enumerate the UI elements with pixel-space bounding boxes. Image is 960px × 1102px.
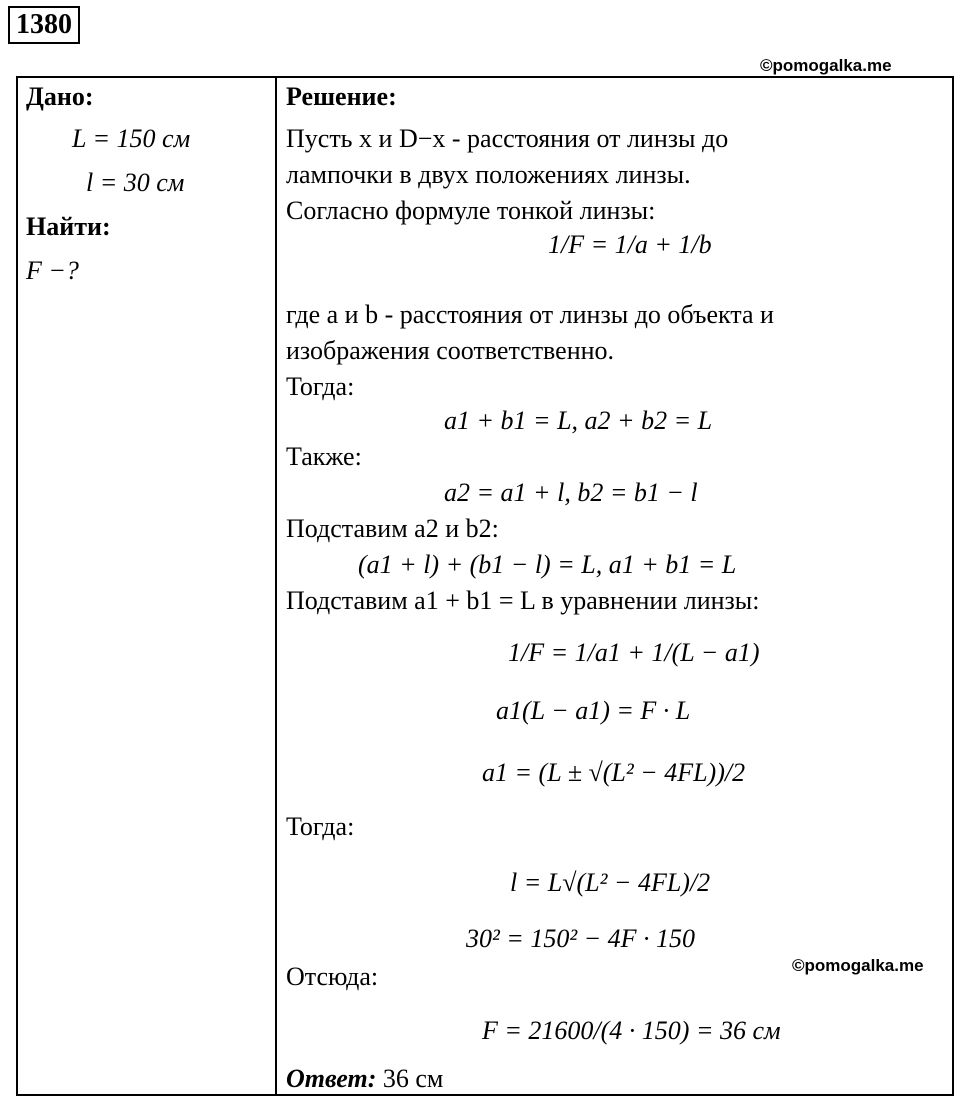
- text-line-5: изображения соответственно.: [286, 336, 615, 365]
- find-heading: Найти:: [26, 212, 111, 241]
- text-line-8: Подставим a2 и b2:: [286, 514, 499, 543]
- text-line-2: лампочки в двух положениях линзы.: [286, 160, 691, 189]
- text-line-4: где a и b - расстояния от линзы до объекта и: [286, 300, 774, 329]
- text-line-10: Тогда:: [286, 812, 355, 841]
- eq-lens-a1: 1/F = 1/a1 + 1/(L − a1): [508, 638, 760, 667]
- eq-final: F = 21600/(4 · 150) = 36 см: [482, 1016, 781, 1045]
- eq-sum: a1 + b1 = L, a2 + b2 = L: [444, 406, 713, 435]
- find-value: F −?: [26, 256, 79, 285]
- eq-num: 30² = 150² − 4F · 150: [466, 924, 696, 953]
- given-L: L = 150 см: [72, 124, 191, 153]
- solution-heading: Решение:: [286, 82, 397, 111]
- text-line-7: Также:: [286, 442, 362, 471]
- watermark: ©pomogalka.me: [760, 56, 892, 75]
- eq-l: l = L√(L² − 4FL)/2: [510, 868, 711, 897]
- watermark-2: ©pomogalka.me: [792, 956, 924, 975]
- text-line-11: Отсюда:: [286, 962, 379, 991]
- answer-value: 36 см: [382, 1064, 444, 1093]
- text-line-6: Тогда:: [286, 372, 355, 401]
- eq-root: a1 = (L ± √(L² − 4FL))/2: [482, 758, 746, 787]
- given-l: l = 30 см: [86, 168, 185, 197]
- answer-label: Ответ:: [286, 1064, 377, 1093]
- column-divider: [275, 76, 277, 1096]
- text-line-1: Пусть x и D−x - расстояния от линзы до: [286, 124, 729, 153]
- text-line-3: Согласно формуле тонкой линзы:: [286, 196, 656, 225]
- given-heading: Дано:: [26, 82, 94, 111]
- answer-line: [286, 1062, 443, 1096]
- eq-shift: a2 = a1 + l, b2 = b1 − l: [444, 478, 698, 507]
- eq-subst: (a1 + l) + (b1 − l) = L, a1 + b1 = L: [358, 550, 737, 579]
- eq-product: a1(L − a1) = F · L: [496, 696, 691, 725]
- text-line-9: Подставим a1 + b1 = L в уравнении линзы:: [286, 586, 760, 615]
- eq-thin-lens: 1/F = 1/a + 1/b: [548, 230, 712, 259]
- problem-number: 1380: [8, 6, 80, 44]
